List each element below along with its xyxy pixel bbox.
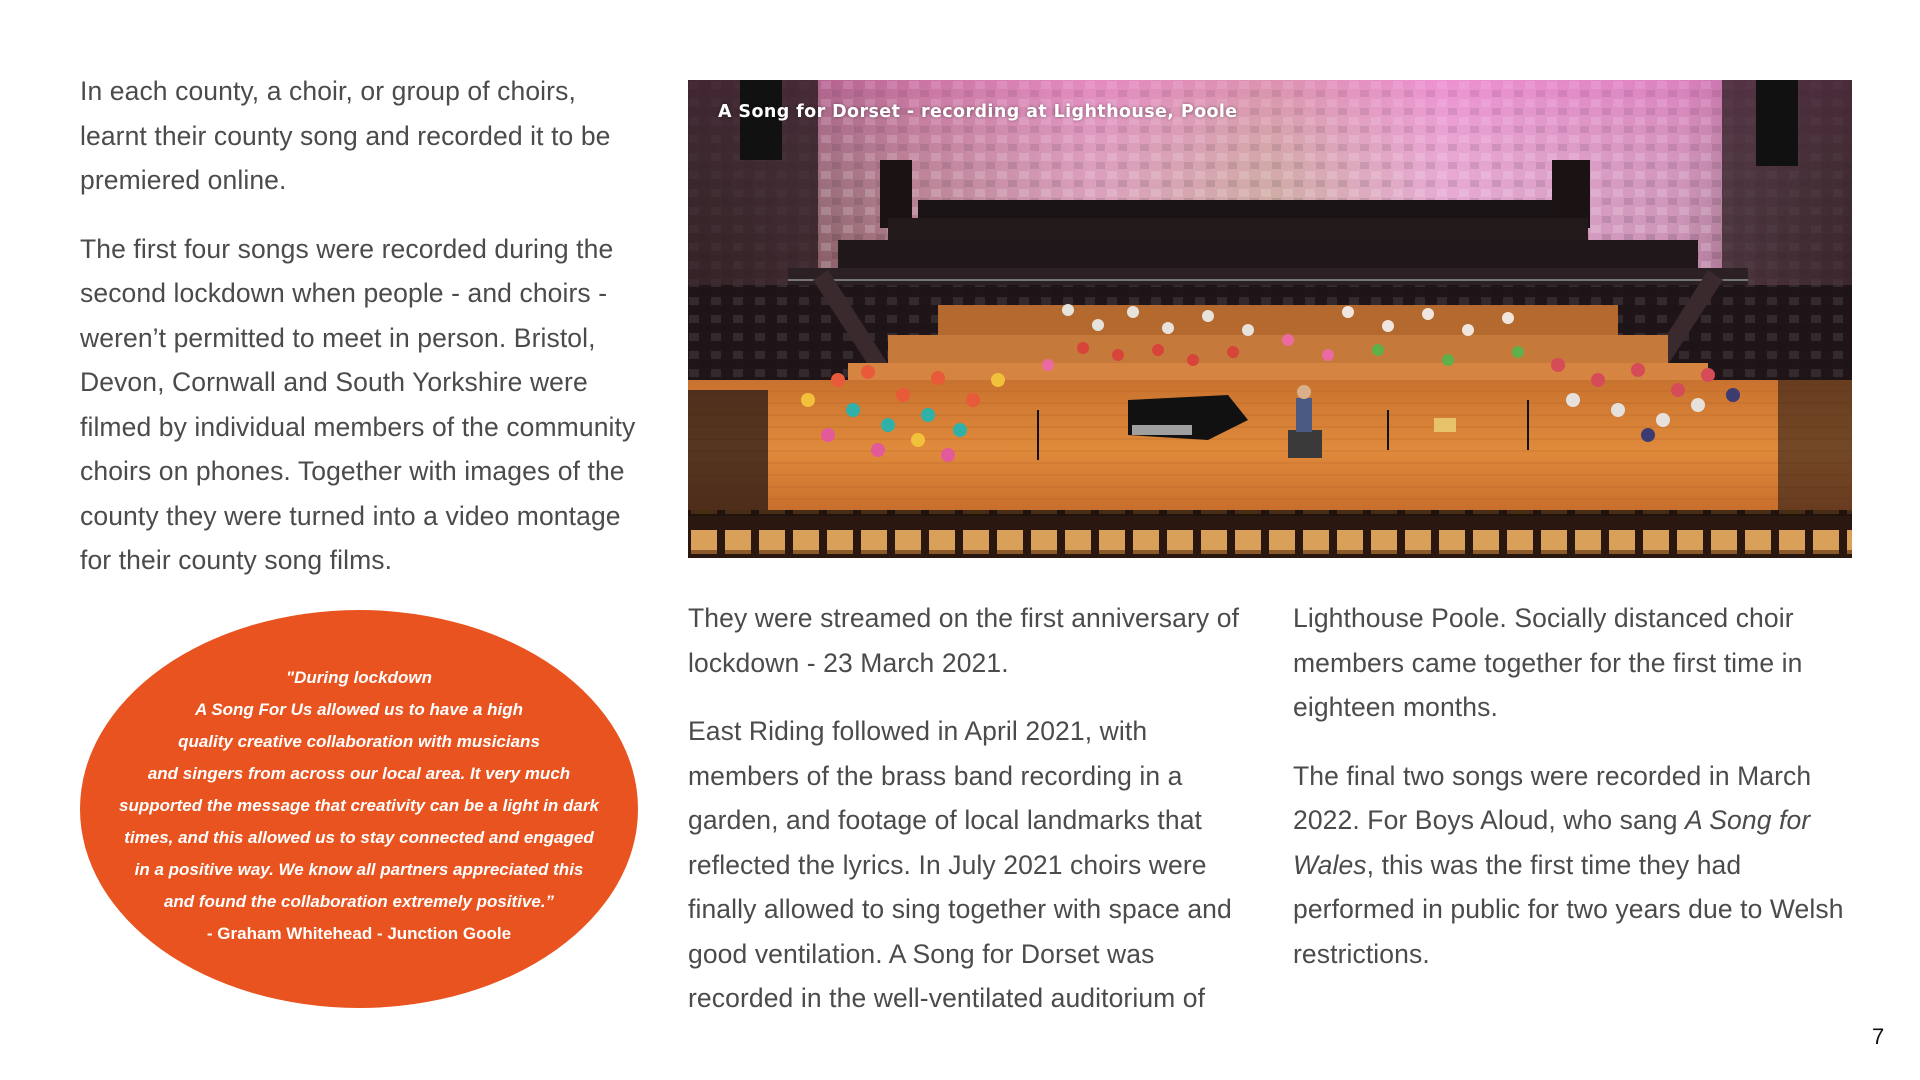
middle-column-text bbox=[688, 596, 1248, 1045]
photo-caption: A Song for Dorset - recording at Lighthouse, Poole bbox=[718, 102, 1238, 122]
quote-line: times, and this allowed us to stay connected and engaged bbox=[124, 828, 594, 847]
quote-line: quality creative collaboration with musicians bbox=[178, 732, 540, 751]
paragraph: Lighthouse Poole. Socially distanced choir members came together for the first time in eighteen months. bbox=[1293, 603, 1803, 722]
paragraph-text: The final two songs were recorded in March 2022. For Boys Aloud, who sang bbox=[1293, 760, 1812, 835]
page-number: 7 bbox=[1872, 1024, 1885, 1049]
paragraph: They were streamed on the first anniversary of lockdown - 23 March 2021. bbox=[688, 603, 1240, 678]
quote-text bbox=[80, 662, 638, 918]
paragraph: East Riding followed in April 2021, with members of the brass band recording in a garden, and footage of local landmarks that reflected the lyrics. In July 2021 choirs were finally allowed to sing together with space and good ventilation. A Song for Dorset was recorded in the well-ventilated auditorium of bbox=[688, 716, 1232, 1013]
quote-author: - Graham Whitehead - Junction Goole bbox=[206, 924, 512, 943]
left-column-text bbox=[80, 69, 650, 607]
quote-line: in a positive way. We know all partners appreciated this bbox=[134, 860, 584, 879]
paragraph-text: , this was the first time they had performed in public for two years due to Welsh restrictions. bbox=[1293, 849, 1844, 969]
quote-line: and singers from across our local area. It very much bbox=[147, 764, 571, 783]
quote-line: and found the collaboration extremely positive.” bbox=[163, 892, 555, 911]
song-title: A Song for Wales bbox=[1293, 805, 1811, 880]
auditorium-photo bbox=[688, 80, 1852, 558]
paragraph: The first four songs were recorded during the second lockdown when people - and choirs - weren’t permitted to meet in person. Bristol, Devon, Cornwall and South Yorkshire were filmed by individual members of the community choirs on phones. Together with images of the county they were turned into a video montage for their county song films. bbox=[80, 233, 636, 575]
quote-line: supported the message that creativity can be a light in dark bbox=[119, 796, 599, 815]
quote-line: "During lockdown bbox=[286, 668, 432, 687]
paragraph bbox=[1293, 754, 1863, 977]
quote-callout bbox=[80, 610, 638, 1008]
quote-line: A Song For Us allowed us to have a high bbox=[194, 700, 524, 719]
right-column-text bbox=[1293, 596, 1863, 1000]
paragraph: In each county, a choir, or group of choirs, learnt their county song and recorded it to be premiered online. bbox=[80, 76, 611, 195]
